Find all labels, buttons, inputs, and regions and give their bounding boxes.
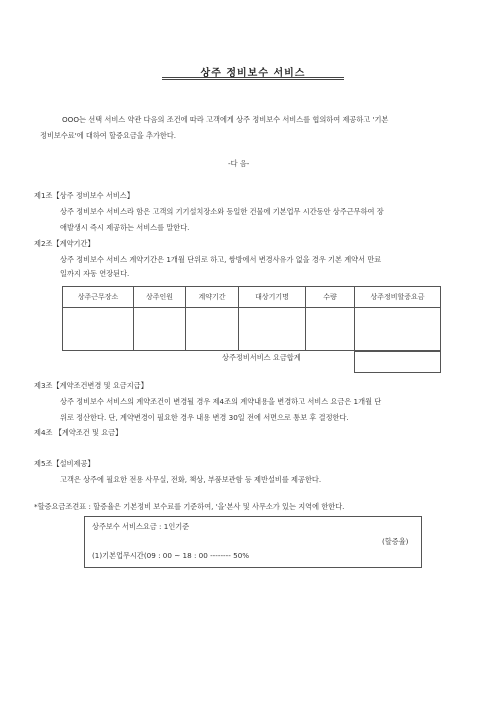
contract-table	[62, 286, 441, 351]
separator: -다 음-	[228, 159, 250, 168]
table-header-cell: 상주근무장소	[63, 287, 134, 308]
article-2-heading: 제2조【계약기간】	[34, 239, 95, 248]
page-title: 상주 정비보수 서비스	[200, 68, 306, 79]
intro-line-1: OOO는 선택 서비스 약관 다음의 조건에 따라 고객에게 상주 정비보수 서비스를 협의하여 제공하고 '기본	[62, 115, 389, 124]
article-5-line-1: 고객은 상주에 필요한 전용 사무실, 전화, 책상, 부품보관함 등 제반설비를 제공한다.	[60, 475, 322, 484]
rate-box-right-label: (할증율)	[382, 537, 409, 546]
table-header-cell: 상주인원	[134, 287, 186, 308]
rate-box-line-1: 상주보수 서비스요금 : 1인기준	[92, 522, 190, 531]
table-cell	[63, 308, 134, 351]
article-4-heading: 제4조 【계약조건 및 요금】	[34, 428, 123, 437]
article-1-line-1: 상주 정비보수 서비스라 함은 고객의 기기설치장소와 동일한 건물에 기본업무 시간동안 상주근무하여 장	[60, 207, 384, 216]
table-cell	[186, 308, 239, 351]
table-header-cell: 대상기기명	[239, 287, 306, 308]
title-underline-double	[162, 79, 344, 80]
table-cell	[239, 308, 306, 351]
table-header-cell: 상주정비할증요금	[355, 287, 441, 308]
table-cell	[134, 308, 186, 351]
article-3-heading: 제3조【계약조건변경 및 요금지급】	[34, 381, 148, 390]
table-header-cell: 계약기간	[186, 287, 239, 308]
table-header-cell: 수량	[306, 287, 355, 308]
article-1-line-2: 애발생시 즉시 제공하는 서비스를 말한다.	[60, 223, 190, 232]
article-5-heading: 제5조【설비제공】	[34, 459, 95, 468]
table-cell	[355, 308, 441, 351]
table-sum-label: 상주정비서비스 요금합계	[222, 353, 301, 362]
article-1-heading: 제1조【상주 정비보수 서비스】	[34, 191, 134, 200]
article-3-line-1: 상주 정비보수 서비스의 계약조건이 변경될 경우 제4조의 계약내용을 변경하고 서비스 요금은 1개월 단	[60, 397, 382, 406]
rate-box-line-2: (1)기본업무시간(09 : 00 ~ 18 : 00 -------- 50%	[92, 551, 250, 560]
article-3-line-2: 위로 정산한다. 단, 계약변경이 필요한 경우 내용 변경 30일 전에 서면으로 통보 후 결정한다.	[60, 413, 349, 422]
table-header-row	[63, 287, 441, 308]
article-2-line-1: 상주 정비보수 서비스 계약기간은 1개월 단위로 하고, 쌍방에서 변경사유가 없을 경우 기본 계약서 만료	[60, 255, 382, 264]
table-sum-cell	[354, 351, 441, 373]
rate-note: *할증요금조견표 : 할증율은 기본정비 보수료를 기준하여, '을'본사 및 사무소가 있는 지역에 한한다.	[34, 502, 345, 511]
table-row	[63, 308, 441, 351]
title-underline	[162, 77, 344, 78]
table-cell	[306, 308, 355, 351]
intro-line-2: 정비보수료'에 대하여 할증요금을 추가한다.	[40, 131, 177, 140]
article-2-line-2: 일까지 자동 연장된다.	[60, 269, 130, 278]
